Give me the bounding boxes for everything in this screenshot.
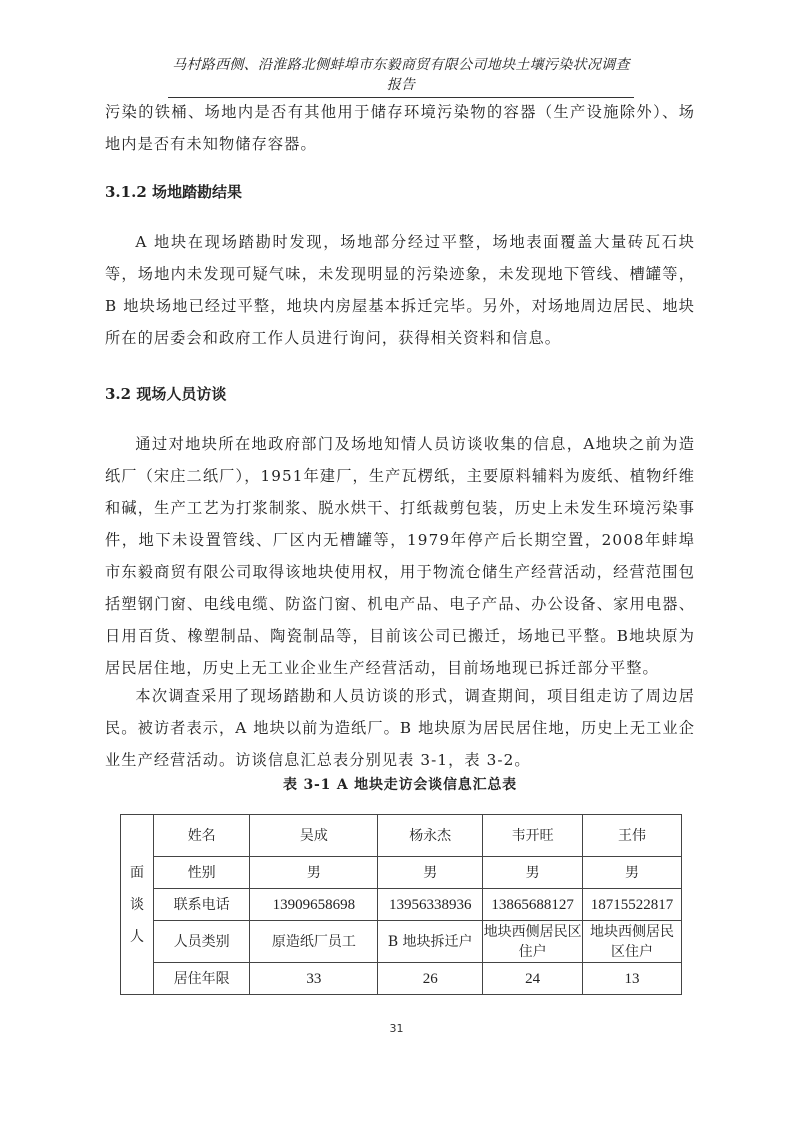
cell-category: B 地块拆迁户 [378, 921, 483, 963]
cell-category: 地块西侧居民区住户 [583, 921, 682, 963]
cell-phone: 13956338936 [378, 889, 483, 921]
cell-gender: 男 [378, 857, 483, 889]
cell-gender: 男 [583, 857, 682, 889]
section-heading-site-survey: 3.1.2 场地踏勘结果 [105, 183, 242, 201]
table-caption: 表 3-1 A 地块走访会谈信息汇总表 [283, 777, 517, 793]
cell-name: 王伟 [583, 815, 682, 857]
cell-phone: 13909658698 [250, 889, 378, 921]
cell-phone: 18715522817 [583, 889, 682, 921]
cell-name: 杨永杰 [378, 815, 483, 857]
row-label-gender: 性别 [153, 857, 250, 889]
cell-category: 原造纸厂员工 [250, 921, 378, 963]
row-label-phone: 联系电话 [153, 889, 250, 921]
cell-residence-years: 13 [583, 963, 682, 995]
table-row [121, 963, 682, 995]
table-row [121, 921, 682, 963]
cell-name: 吴成 [250, 815, 378, 857]
cell-category: 地块西侧居民区住户 [483, 921, 583, 963]
cell-gender: 男 [250, 857, 378, 889]
cell-name: 韦开旺 [483, 815, 583, 857]
table-row [121, 857, 682, 889]
cell-residence-years: 33 [250, 963, 378, 995]
paragraph-site-survey-results: A 地块在现场踏勘时发现，场地部分经过平整，场地表面覆盖大量砖瓦石块等，场地内未发现可疑气味，未发现明显的污染迹象，未发现地下管线、槽罐等，B 地块场地已经过平整，地块内房屋基本拆迁完毕。另外，对场地周边居民、地块所在的居委会和政府工作人员进行询问，获得相关资料和信息。 [105, 233, 695, 347]
paragraph-interview-info: 通过对地块所在地政府部门及场地知情人员访谈收集的信息，A地块之前为造纸厂（宋庄二纸厂），1951年建厂，生产瓦楞纸，主要原料辅料为废纸、植物纤维和碱，生产工艺为打浆制浆、脱水烘干、打纸裁剪包装，历史上未发生环境污染事件，地下未设置管线、厂区内无槽罐等，1979年停产后长期空置，2008年蚌埠市东毅商贸有限公司取得该地块使用权，用于物流仓储生产经营活动，经营范围包括塑钢门窗、电线电缆、防盗门窗、机电产品、电子产品、办公设备、家用电器、日用百货、橡塑制品、陶瓷制品等，目前该公司已搬迁，场地已平整。B地块原为居民居住地，历史上无工业企业生产经营活动，目前场地现已拆迁部分平整。 [105, 435, 695, 677]
page-number: 31 [389, 1022, 404, 1035]
document-header: 马村路西侧、沿淮路北侧蚌埠市东毅商贸有限公司地块土壤污染状况调查报告 [168, 55, 634, 98]
row-label-name: 姓名 [153, 815, 250, 857]
cell-residence-years: 26 [378, 963, 483, 995]
paragraph-interview-summary: 本次调查采用了现场踏勘和人员访谈的形式，调查期间，项目组走访了周边居民。被访者表示，A 地块以前为造纸厂。B 地块原为居民居住地，历史上无工业企业生产经营活动。访谈信息汇总表分别见表 3-1，表 3-2。 [105, 687, 695, 769]
interview-table [120, 814, 682, 995]
row-label-residence-years: 居住年限 [153, 963, 250, 995]
cell-phone: 13865688127 [483, 889, 583, 921]
section-heading-interviews: 3.2 现场人员访谈 [105, 385, 227, 403]
cell-residence-years: 24 [483, 963, 583, 995]
row-label-category: 人员类别 [153, 921, 250, 963]
table-row [121, 815, 682, 857]
cell-gender: 男 [483, 857, 583, 889]
paragraph-container-storage: 污染的铁桶、场地内是否有其他用于储存环境污染物的容器（生产设施除外）、场地内是否有未知物储存容器。 [105, 103, 695, 153]
table-row [121, 889, 682, 921]
interviewee-group-label: 面 谈 人 [121, 815, 154, 995]
